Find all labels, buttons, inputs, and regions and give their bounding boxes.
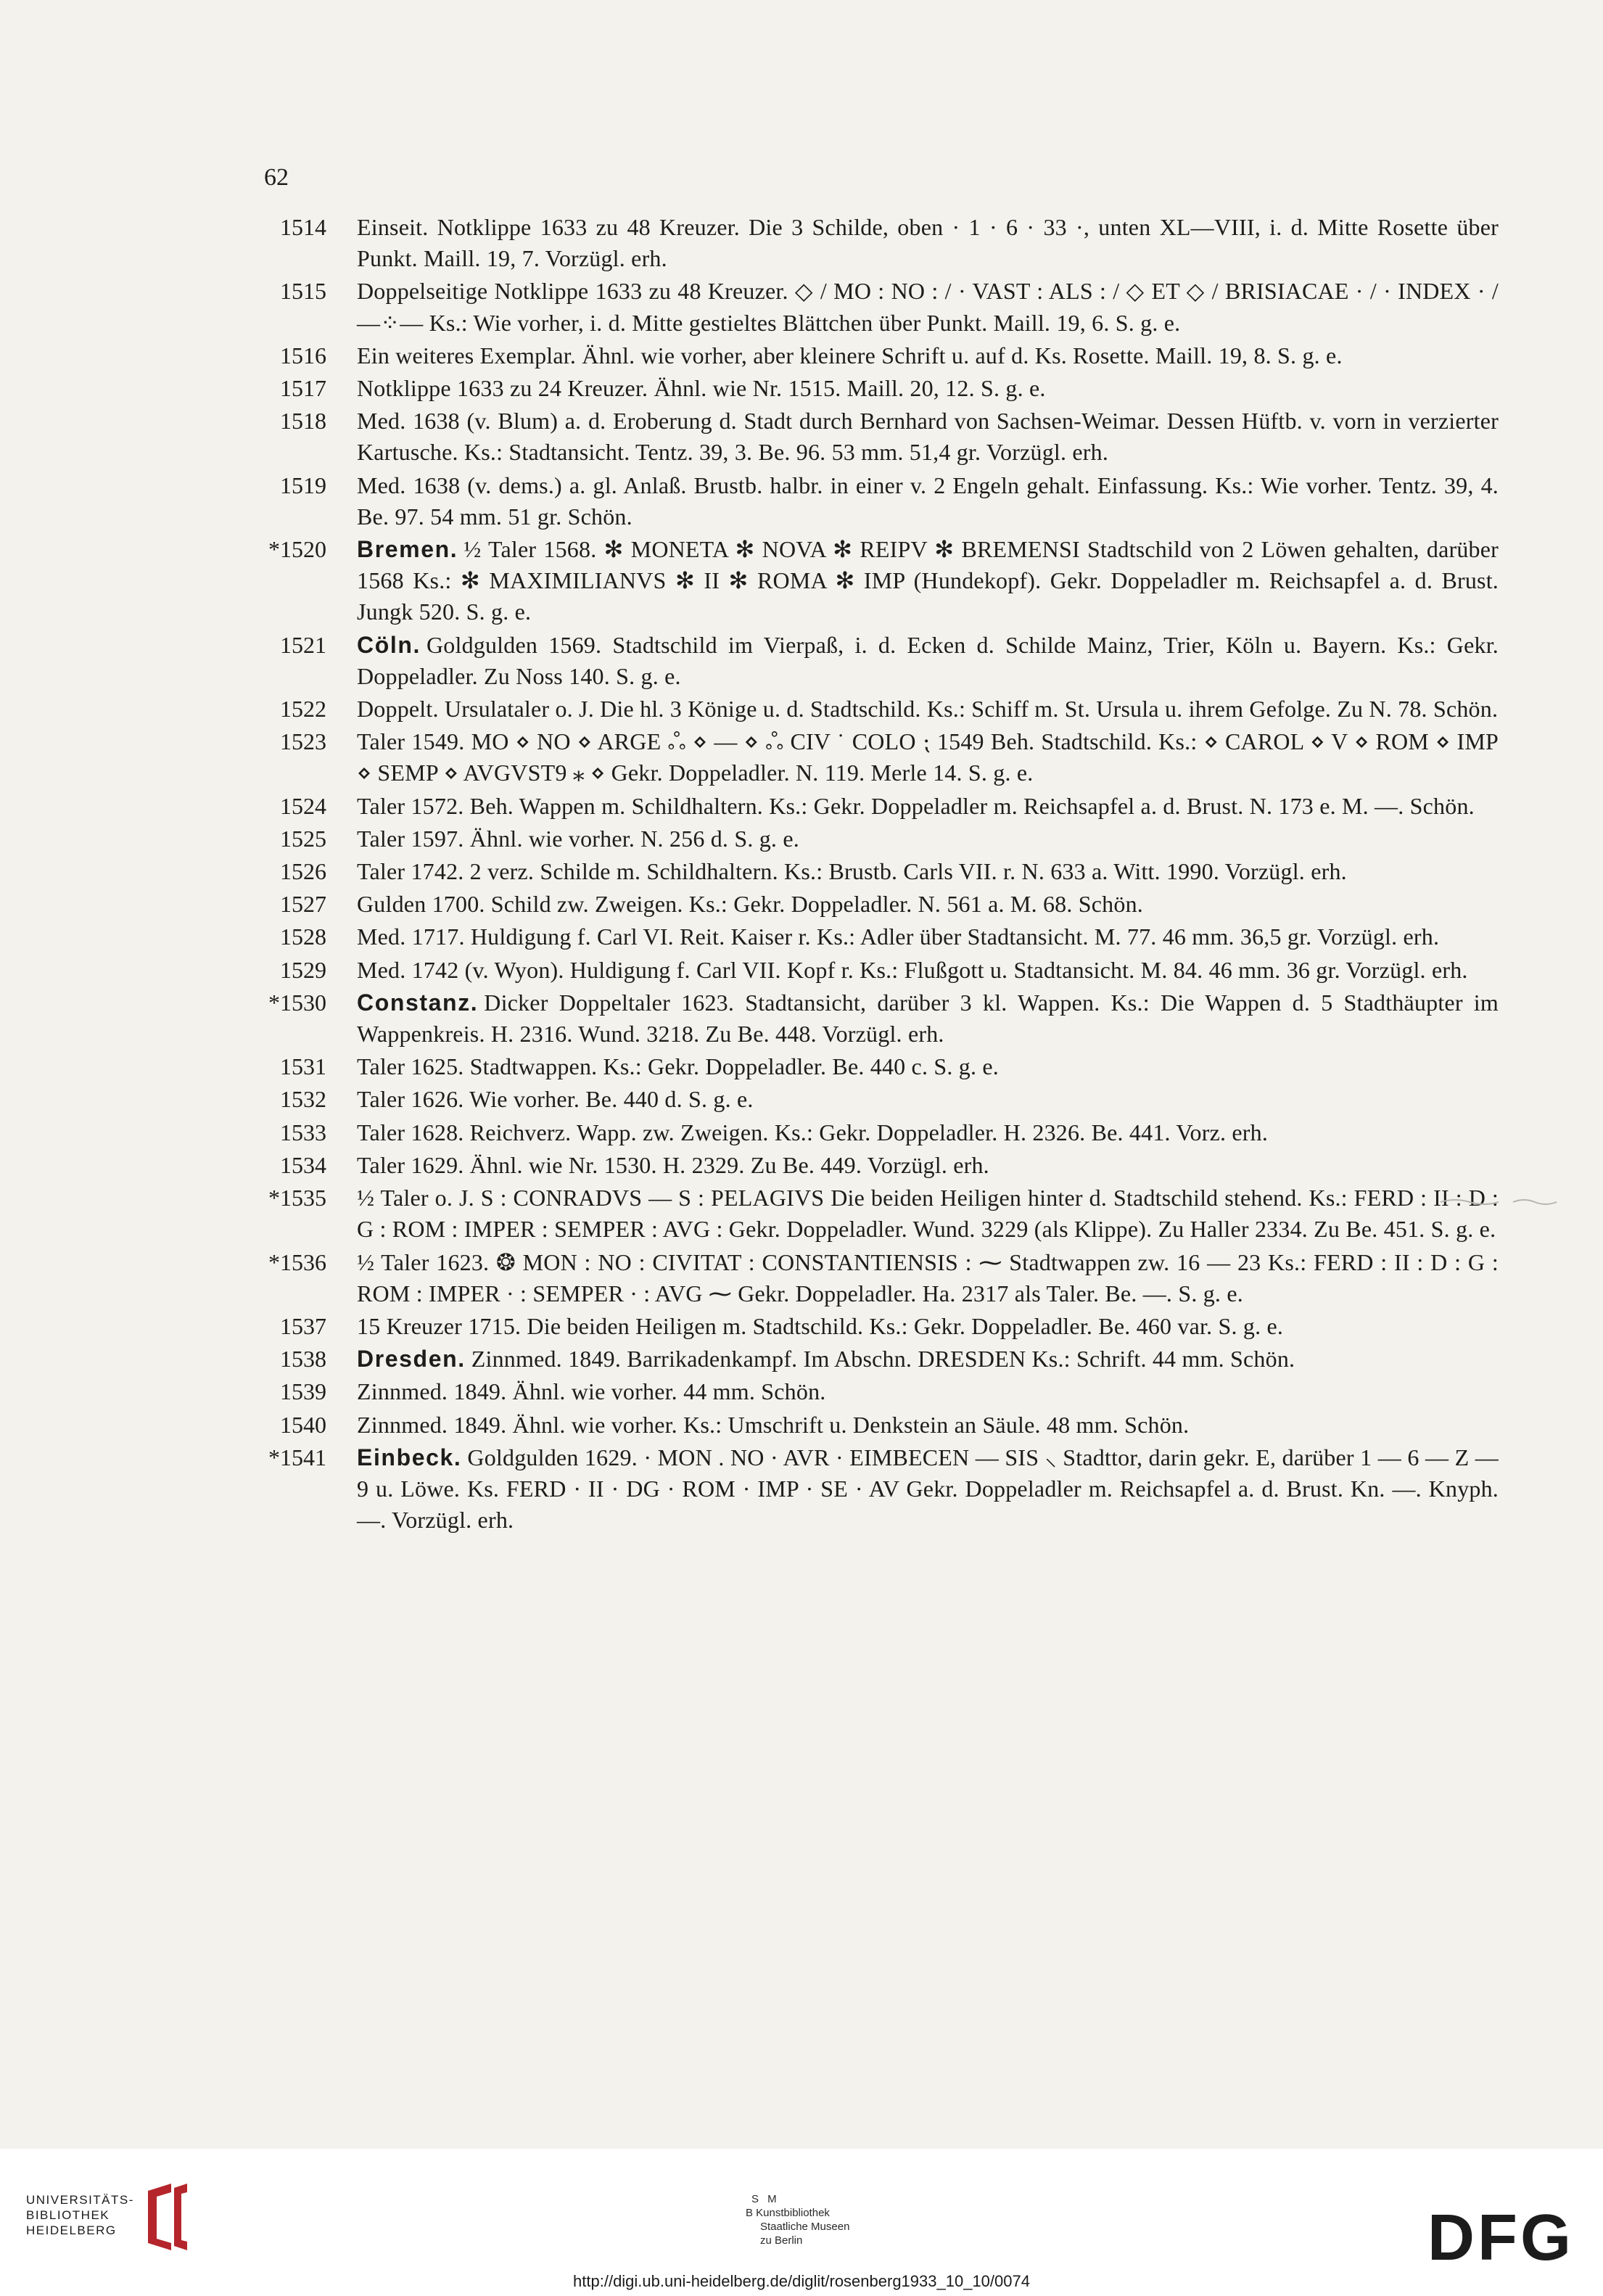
entry-text: Taler 1628. Reichverz. Wapp. zw. Zweigen. Ks.: Gekr. Doppeladler. H. 2326. Be. 441. Vorz. erh. [357,1119,1269,1145]
catalog-entry [247,212,1499,274]
lot-number: 1523 [280,728,326,755]
lot-number: 1517 [280,375,326,402]
entry-description [357,889,1499,920]
catalog-entry [247,1051,1499,1082]
catalog-entry [247,1182,1499,1245]
entry-text: Doppelt. Ursulataler o. J. Die hl. 3 Könige u. d. Stadtschild. Ks.: Schiff m. St. Ursula u. ihrem Gefolge. Zu N. 78. Schön. [357,696,1499,723]
entry-text: Zinnmed. 1849. Ähnl. wie vorher. Ks.: Umschrift u. Denkstein an Säule. 48 mm. Schön. [357,1411,1190,1438]
entry-text: Zinnmed. 1849. Barrikadenkampf. Im Abschn. DRESDEN Ks.: Schrift. 44 mm. Schön. [471,1346,1295,1373]
entry-description [357,1182,1499,1245]
university-line-2: BIBLIOTHEK [26,2208,110,2222]
lot-number: 1516 [280,342,326,369]
lot-number: 1514 [280,214,326,240]
entry-description [357,534,1499,628]
footer [0,2149,1603,2296]
page-number: 62 [264,164,289,191]
entry-description [357,470,1499,532]
city-heading: Dresden. [357,1346,466,1373]
sm-line-3: zu Berlin [760,2234,803,2247]
catalog-entry [247,823,1499,855]
catalog-entry [247,889,1499,920]
catalog-entry [247,276,1499,338]
lot-number: 1518 [280,408,326,435]
entry-text: Taler 1572. Beh. Wappen m. Schildhaltern. Ks.: Gekr. Doppeladler m. Reichsapfel a. d. Brust. N. 173 e. M. —. Schön. [357,792,1475,819]
entry-text: Ein weiteres Exemplar. Ähnl. wie vorher, aber kleinere Schrift u. auf d. Ks. Rosette. Maill. 19, 8. S. g. e. [357,342,1343,369]
entry-text: 15 Kreuzer 1715. Die beiden Heiligen m. Stadtschild. Ks.: Gekr. Doppeladler. Be. 460 var. S. g. e. [357,1312,1284,1339]
entry-text: Taler 1742. 2 verz. Schilde m. Schildhaltern. Ks.: Brustb. Carls VII. r. N. 633 a. Witt. 1990. Vorzügl. erh. [357,858,1347,885]
lot-number: 1540 [280,1411,326,1438]
entry-description [357,823,1499,855]
entry-text: Einseit. Notklippe 1633 zu 48 Kreuzer. Die 3 Schilde, oben · 1 · 6 · 33 ·, unten XL—VIII, i. d. Mitte Rosette über Punkt. Maill. 19, 7. Vorzügl. erh. [357,214,1499,272]
source-url-link[interactable]: http://digi.ub.uni-heidelberg.de/diglit/rosenberg1933_10_10/0074 [573,2272,1030,2290]
entry-description [357,791,1499,822]
catalog-entry [247,1247,1499,1309]
catalog-entry [247,694,1499,725]
catalog-entry [247,791,1499,822]
lot-number: 1526 [280,858,326,885]
entry-text: Taler 1626. Wie vorher. Be. 440 d. S. g. e. [357,1086,754,1113]
kunstbibliothek-label [746,2192,905,2247]
catalog-entry [247,987,1499,1050]
catalog-entry [247,955,1499,986]
entry-text: Med. 1742 (v. Wyon). Huldigung f. Carl VII. Kopf r. Ks.: Flußgott u. Stadtansicht. M. 84. 46 mm. 36 gr. Vorzügl. erh. [357,956,1468,983]
catalog-entry [247,921,1499,952]
entry-description [357,406,1499,468]
lot-number: 1522 [280,696,326,723]
catalog-entry [247,340,1499,371]
lot-number: *1541 [268,1444,326,1470]
entry-description [357,276,1499,338]
entry-description [357,1247,1499,1309]
lot-number: 1515 [280,278,326,305]
lot-number: 1525 [280,825,326,852]
lot-number: 1521 [280,631,326,658]
entry-description [357,1051,1499,1082]
dfg-logo: DFG [1427,2202,1574,2274]
entry-description [357,694,1499,725]
sm-line-2: Staatliche Museen [760,2221,850,2233]
lot-number: 1532 [280,1086,326,1113]
marginal-annotation [1433,1193,1571,1208]
entry-text: Taler 1625. Stadtwappen. Ks.: Gekr. Doppeladler. Be. 440 c. S. g. e. [357,1053,999,1080]
entry-text: Goldgulden 1569. Stadtschild im Vierpaß, i. d. Ecken d. Schilde Mainz, Trier, Köln u. Bayern. Ks.: Gekr. Doppeladler. Zu Noss 140. S. g. e. [357,631,1499,689]
entry-description [357,340,1499,371]
catalog-entry [247,1376,1499,1407]
entry-description [357,856,1499,887]
entry-text: Goldgulden 1629. · MON . NO · AVR · EIMBECEN — SIS ⸜ Stadttor, darin gekr. E, darüber 1 — 6 — Z — 9 u. Löwe. Ks. FERD · II · DG · ROM · IMP · SE · AV Gekr. Doppeladler m. Reichsapfel a. d. Brust. Kn. —. Knyph. —. Vorzügl. erh. [357,1444,1499,1534]
entry-description [357,955,1499,986]
entry-description [357,212,1499,274]
entry-description [357,1084,1499,1115]
entry-text: Med. 1717. Huldigung f. Carl VI. Reit. Kaiser r. Ks.: Adler über Stadtansicht. M. 77. 46 mm. 36,5 gr. Vorzügl. erh. [357,923,1440,950]
city-heading: Einbeck. [357,1444,462,1470]
lot-number: *1535 [268,1185,326,1211]
entry-description [357,1311,1499,1342]
entry-description [357,1442,1499,1536]
entry-text: Taler 1597. Ähnl. wie vorher. N. 256 d. S. g. e. [357,825,799,852]
entry-text: ½ Taler o. J. S : CONRADVS — S : PELAGIVS Die beiden Heiligen hinter d. Stadtschild stehend. Ks.: FERD : II : D : G : ROM : IMPER : SEMPER : AVG : Gekr. Doppeladler. Wund. 3229 (als Klippe). Zu Haller 2334. Zu Be. 451. S. g. e. [357,1185,1499,1243]
university-logo-icon [142,2182,193,2252]
catalog-entry [247,1442,1499,1536]
catalog-entry [247,1311,1499,1342]
sm-monogram: S M [751,2193,780,2205]
lot-number: 1519 [280,472,326,498]
catalog-entry [247,406,1499,468]
entry-description [357,726,1499,789]
city-heading: Bremen. [357,536,458,563]
entry-text: Notklippe 1633 zu 24 Kreuzer. Ähnl. wie Nr. 1515. Maill. 20, 12. S. g. e. [357,375,1046,402]
catalog-entry [247,1344,1499,1375]
sm-line-1: B Kunstbibliothek [746,2207,830,2219]
lot-number: *1530 [268,989,326,1016]
catalog-entry [247,470,1499,532]
entry-description [357,1376,1499,1407]
entry-text: Gulden 1700. Schild zw. Zweigen. Ks.: Gekr. Doppeladler. N. 561 a. M. 68. Schön. [357,891,1143,918]
lot-number: 1531 [280,1053,326,1080]
university-line-3: HEIDELBERG [26,2223,117,2237]
entry-text: Dicker Doppeltaler 1623. Stadtansicht, darüber 3 kl. Wappen. Ks.: Die Wappen d. 5 Stadthäupter im Wappenkreis. H. 2316. Wund. 3218. Zu Be. 448. Vorzügl. erh. [357,989,1499,1048]
catalog-entry [247,1410,1499,1441]
catalog-entry [247,373,1499,404]
entry-description [357,987,1499,1050]
entry-description [357,1344,1499,1375]
catalog-entry [247,1150,1499,1181]
lot-number: 1524 [280,792,326,819]
entry-text: Taler 1549. MO ⋄ NO ⋄ ARGE ஃ ⋄ — ⋄ ஃ CIV ˙ COLO ⁏ 1549 Beh. Stadtschild. Ks.: ⋄ CAROL ⋄ V ⋄ ROM ⋄ IMP ⋄ SEMP ⋄ AVGVST9 ⁎ ⋄ Gekr. Doppeladler. N. 119. Merle 14. S. g. e. [357,728,1499,786]
lot-number: 1534 [280,1151,326,1178]
city-heading: Constanz. [357,989,479,1016]
university-line-1: UNIVERSITÄTS- [26,2193,134,2207]
lot-number: 1538 [280,1346,326,1373]
catalog-entry [247,1117,1499,1148]
entry-text: ½ Taler 1568. ✻ MONETA ✻ NOVA ✻ REIPV ✻ BREMENSI Stadtschild von 2 Löwen gehalten, darüber 1568 Ks.: ✻ MAXIMILIANVS ✻ II ✻ ROMA ✻ IMP (Hundekopf). Gekr. Doppeladler m. Reichsapfel a. d. Brust. Jungk 520. S. g. e. [357,536,1499,625]
lot-number: *1536 [268,1248,326,1275]
lot-number: 1529 [280,956,326,983]
entry-description [357,1150,1499,1181]
entry-text: Med. 1638 (v. Blum) a. d. Eroberung d. Stadt durch Bernhard von Sachsen-Weimar. Dessen Hüftb. v. vorn in verzierter Kartusche. Ks.: Stadtansicht. Tentz. 39, 3. Be. 96. 53 mm. 51,4 gr. Vorzügl. erh. [357,408,1499,466]
lot-number: *1520 [268,536,326,563]
lot-number: 1533 [280,1119,326,1145]
catalog-entries [247,212,1499,1537]
catalog-entry [247,630,1499,692]
entry-text: ½ Taler 1623. ❂ MON : NO : CIVITAT : CONSTANTIENSIS : ⁓ Stadtwappen zw. 16 — 23 Ks.: FERD : II : D : G : ROM : IMPER · : SEMPER · : AVG ⁓ Gekr. Doppeladler. Ha. 2317 als Taler. Be. —. S. g. e. [357,1248,1499,1307]
entry-text: Taler 1629. Ähnl. wie Nr. 1530. H. 2329. Zu Be. 449. Vorzügl. erh. [357,1151,989,1178]
entry-description [357,1410,1499,1441]
lot-number: 1527 [280,891,326,918]
catalog-entry [247,856,1499,887]
entry-description [357,1117,1499,1148]
university-library-label [26,2192,134,2238]
lot-number: 1537 [280,1312,326,1339]
catalog-entry [247,1084,1499,1115]
catalog-entry [247,726,1499,789]
entry-text: Zinnmed. 1849. Ähnl. wie vorher. 44 mm. Schön. [357,1378,826,1405]
entry-text: Doppelseitige Notklippe 1633 zu 48 Kreuzer. ◇ / MO : NO : / · VAST : ALS : / ◇ ET ◇ / BRISIACAE · / · INDEX · / —⁘— Ks.: Wie vorher, i. d. Mitte gestieltes Blättchen über Punkt. Maill. 19, 6. S. g. e. [357,278,1499,336]
entry-description [357,921,1499,952]
lot-number: 1528 [280,923,326,950]
entry-description [357,373,1499,404]
lot-number: 1539 [280,1378,326,1405]
entry-text: Med. 1638 (v. dems.) a. gl. Anlaß. Brustb. halbr. in einer v. 2 Engeln gehalt. Einfassung. Ks.: Wie vorher. Tentz. 39, 4. Be. 97. 54 mm. 51 gr. Schön. [357,472,1499,530]
catalog-entry [247,534,1499,628]
city-heading: Cöln. [357,631,421,658]
entry-description [357,630,1499,692]
